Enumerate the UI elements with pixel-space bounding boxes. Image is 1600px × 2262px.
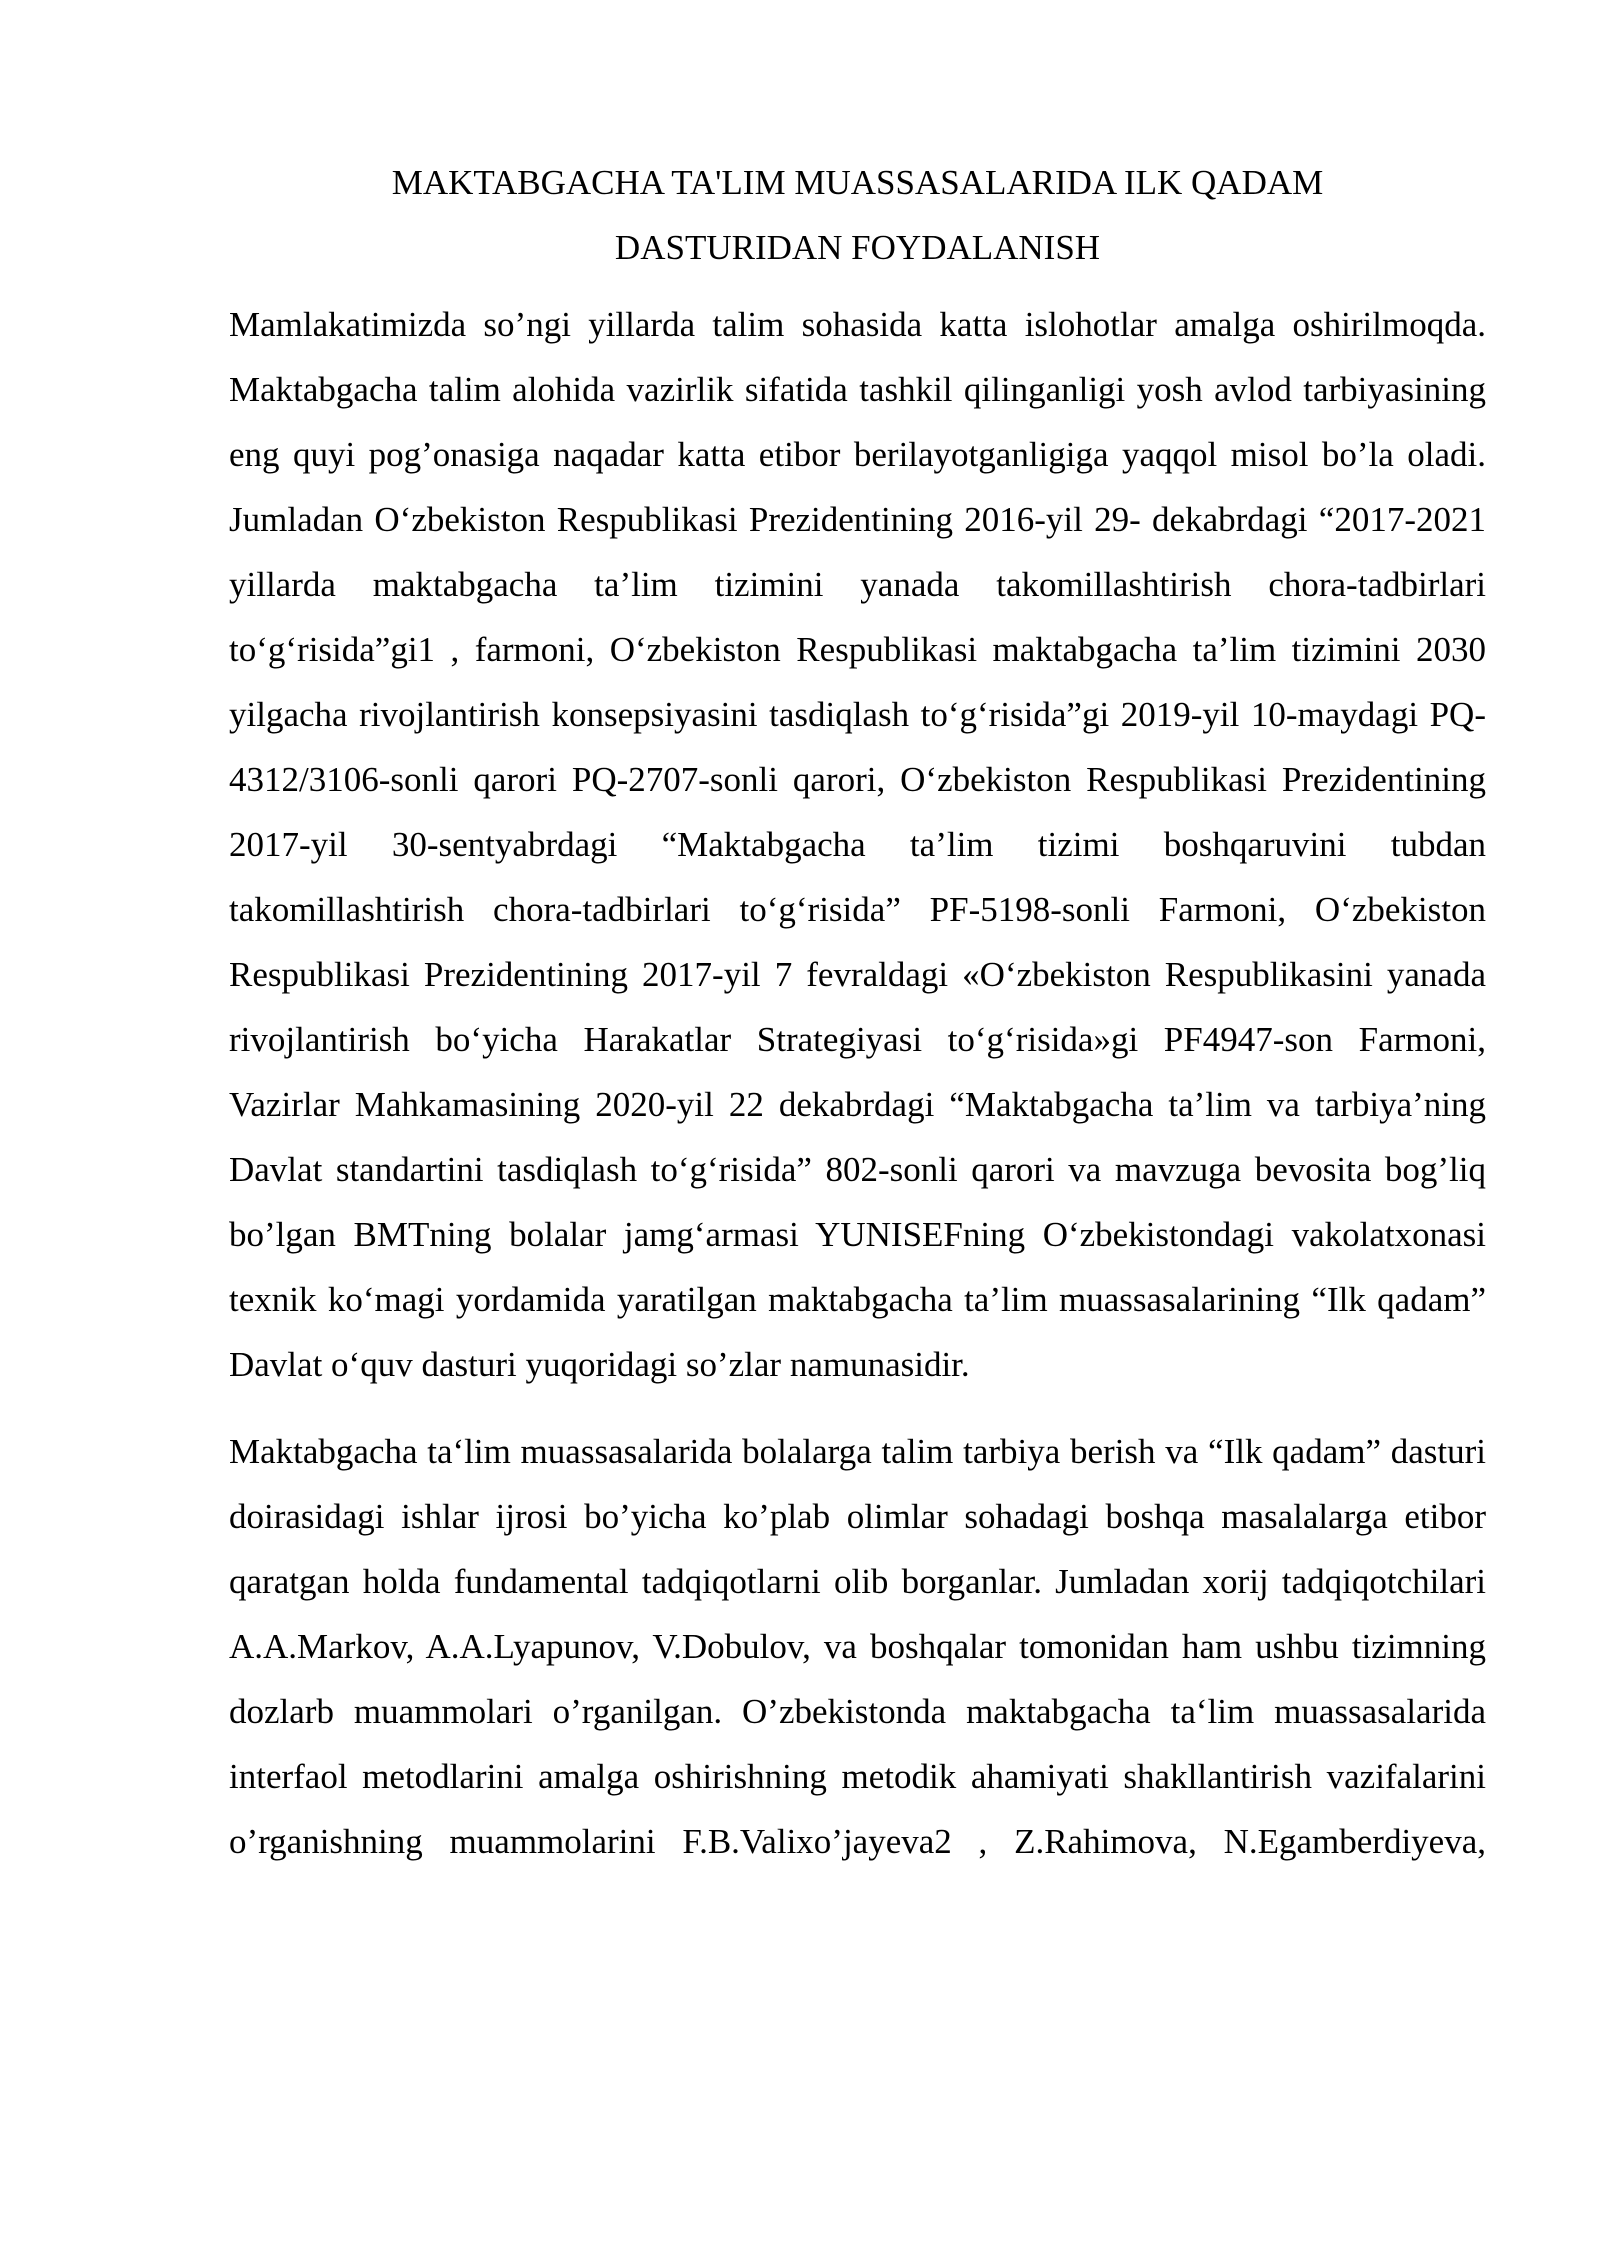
paragraph-1: Mamlakatimizda so’ngi yillarda talim sohasida katta islohotlar amalga oshirilmoqda. Maktabgacha talim alohida vazirlik sifatida tashkil qilinganligi yosh avlod tarbiyasining eng quyi pog’onasiga naqadar katta etibor berilayotganligiga yaqqol misol bo’la oladi. Jumladan O‘zbekiston Respublikasi Prezidentining 2016-yil 29- dekabrdagi “2017-2021 yillarda maktabgacha ta’lim tizimini yanada takomillashtirish chora-tadbirlari to‘g‘risida”gi1 , farmoni, O‘zbekiston Respublikasi maktabgacha ta’lim tizimini 2030 yilgacha rivojlantirish konsepsiyasini tasdiqlash to‘g‘risida”gi 2019-yil 10-maydagi PQ-4312/3106-sonli qarori PQ-2707-sonli qarori, O‘zbekiston Respublikasi Prezidentining 2017-yil 30-sentyabrdagi “Maktabgacha ta’lim tizimi boshqaruvini tubdan takomillashtirish chora-tadbirlari to‘g‘risida” PF-5198-sonli Farmoni, O‘zbekiston Respublikasi Prezidentining 2017-yil 7 fevraldagi «O‘zbekiston Respublikasini yanada rivojlantirish bo‘yicha Harakatlar Strategiyasi to‘g‘risida»gi PF4947-son Farmoni, Vazirlar Mahkamasining 2020-yil 22 dekabrdagi “Maktabgacha ta’lim va tarbiya’ning Davlat standartini tasdiqlash to‘g‘risida” 802-sonli qarori va mavzuga bevosita bog’liq bo’lgan BMTning bolalar jamg‘armasi YUNISEFning O‘zbekistondagi vakolatxonasi texnik ko‘magi yordamida yaratilgan maktabgacha ta’lim muassasalarining “Ilk qadam” Davlat o‘quv dasturi yuqoridagi so’zlar namunasidir.: [229, 305, 1486, 1384]
document-body: [229, 292, 1486, 1874]
paragraph-2: Maktabgacha ta‘lim muassasalarida bolalarga talim tarbiya berish va “Ilk qadam” dasturi doirasidagi ishlar ijrosi bo’yicha ko’plab olimlar sohadagi boshqa masalalarga etibor qaratgan holda fundamental tadqiqotlarni olib borganlar. Jumladan xorij tadqiqotchilari A.A.Markov, A.A.Lyapunov, V.Dobulov, va boshqalar tomonidan ham ushbu tizimning dozlarb muammolari o’rganilgan. O’zbekistonda maktabgacha ta‘lim muassasalarida interfaol metodlarini amalga oshirishning metodik ahamiyati shakllantirish vazifalarini o’rganishning muammolarini F.B.Valixo’jayeva2 , Z.Rahimova, N.Egamberdiyeva,: [229, 1432, 1486, 1861]
document-title: [229, 150, 1486, 280]
title-line-2: DASTURIDAN FOYDALANISH: [614, 228, 1101, 267]
title-line-1: MAKTABGACHA TA'LIM MUASSASALARIDA ILK QADAM: [391, 163, 1324, 202]
